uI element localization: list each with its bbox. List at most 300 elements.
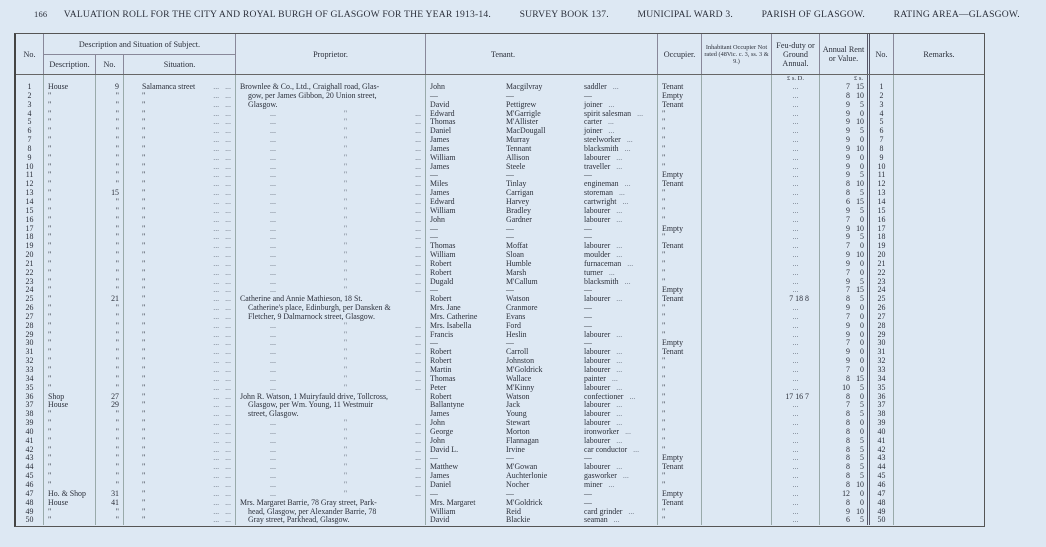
row-number: 2 xyxy=(27,90,32,100)
proprietor-ditto: ... " ... xyxy=(235,269,425,278)
feu-duty: 7 18 8 xyxy=(771,295,819,304)
tenant-first-name: Edward xyxy=(425,110,502,119)
proprietor-ditto: ... " ... xyxy=(235,490,425,499)
tenant-surname: Heslin xyxy=(506,329,527,339)
rent-shillings: 5 xyxy=(860,471,864,481)
situation-text: " xyxy=(142,152,146,162)
rent-shillings: 15 xyxy=(856,82,864,91)
row-number: 48 xyxy=(25,497,34,507)
occupier-status: " xyxy=(657,260,701,269)
table-row xyxy=(16,366,984,375)
street-number: " xyxy=(95,366,123,375)
occupier-status: " xyxy=(657,118,701,127)
proprietor-ditto: ... " ... xyxy=(235,446,425,455)
proprietor: gow, per James Gibbon, 20 Union street, xyxy=(235,92,425,101)
row-number: 44 xyxy=(25,462,34,472)
remarks xyxy=(893,490,984,499)
tenant-first-name: James xyxy=(425,145,502,154)
table-row xyxy=(16,278,984,287)
row-number-right: 13 xyxy=(867,189,893,198)
rent-pounds: 9 xyxy=(846,329,850,339)
description: " xyxy=(43,357,95,366)
dot-leader: ... xyxy=(616,462,623,472)
table-row xyxy=(16,286,984,295)
rent-shillings: 0 xyxy=(860,391,864,401)
occupier-status: " xyxy=(657,198,701,207)
col-remarks: Remarks. xyxy=(893,34,984,74)
remarks xyxy=(893,499,984,508)
rent-pounds: 8 xyxy=(846,409,850,419)
rent-pounds: 8 xyxy=(846,179,850,189)
inhabitant-not-rated xyxy=(701,516,771,525)
table-row xyxy=(16,216,984,225)
situation-text: " xyxy=(142,258,146,268)
table-row xyxy=(16,357,984,366)
table-row xyxy=(16,499,984,508)
occupation-text: labourer xyxy=(584,294,611,304)
rent-shillings: 15 xyxy=(856,373,864,383)
remarks xyxy=(893,207,984,216)
occupier-status: " xyxy=(657,375,701,384)
row-number-right: 32 xyxy=(867,357,893,366)
inhabitant-not-rated xyxy=(701,171,771,180)
description: " xyxy=(43,198,95,207)
row-number-right: 39 xyxy=(867,419,893,428)
description: " xyxy=(43,189,95,198)
dot-leader: ... xyxy=(622,471,629,481)
row-number-right: 33 xyxy=(867,366,893,375)
street-number: " xyxy=(95,463,123,472)
table-row xyxy=(16,446,984,455)
occupier-status: " xyxy=(657,384,701,393)
row-number-right: 35 xyxy=(867,384,893,393)
situation-text: " xyxy=(142,365,146,374)
row-number: 6 xyxy=(27,126,32,136)
remarks xyxy=(893,260,984,269)
remarks xyxy=(893,180,984,189)
occupier-status: " xyxy=(657,269,701,278)
street-number: " xyxy=(95,101,123,110)
table-row xyxy=(16,225,984,234)
description: " xyxy=(43,127,95,136)
row-number: 3 xyxy=(27,99,32,109)
rent-shillings: 0 xyxy=(860,347,864,357)
dot-leader: ... xyxy=(612,82,619,91)
tenant-surname: Marsh xyxy=(506,267,527,277)
tenant-surname: Carrigan xyxy=(506,188,534,198)
dot-leader: ... xyxy=(637,108,644,118)
dot-leader: ... ... xyxy=(213,311,231,321)
street-number: " xyxy=(95,92,123,101)
occupation-text: card grinder xyxy=(584,506,623,516)
row-number: 27 xyxy=(25,311,34,321)
street-number: " xyxy=(95,233,123,242)
occupation-text: — xyxy=(584,488,592,498)
row-number: 47 xyxy=(25,488,34,498)
row-number-right: 8 xyxy=(867,145,893,154)
rent-pounds: 7 xyxy=(846,285,850,295)
occupation-text: saddler xyxy=(584,82,607,91)
table-row xyxy=(16,331,984,340)
situation-text: " xyxy=(142,205,146,215)
remarks xyxy=(893,313,984,322)
row-number-right: 45 xyxy=(867,472,893,481)
tenant-surname: Watson xyxy=(506,391,530,401)
dot-leader: ... xyxy=(616,435,623,445)
row-number-right: 7 xyxy=(867,136,893,145)
table-row xyxy=(16,472,984,481)
rent-pounds: 7 xyxy=(846,214,850,224)
proprietor-ditto: ... " ... xyxy=(235,260,425,269)
occupation-text: turner xyxy=(584,267,603,277)
street-number: " xyxy=(95,278,123,287)
table-row xyxy=(16,269,984,278)
tenant-first-name: David xyxy=(425,516,502,525)
tenant-surname: MacDougall xyxy=(506,126,546,136)
remarks xyxy=(893,375,984,384)
remarks xyxy=(893,304,984,313)
col-annual-rent: Annual Rent or Value. xyxy=(819,34,867,74)
inhabitant-not-rated xyxy=(701,180,771,189)
description: Shop xyxy=(43,393,95,402)
rent-pounds: 8 xyxy=(846,453,850,463)
rent-shillings: 10 xyxy=(856,479,864,489)
description: " xyxy=(43,101,95,110)
street-number: " xyxy=(95,260,123,269)
remarks xyxy=(893,251,984,260)
dot-leader: ... ... xyxy=(213,488,231,498)
rent-shillings: 15 xyxy=(856,196,864,206)
remarks xyxy=(893,242,984,251)
proprietor-ditto: ... " ... xyxy=(235,154,425,163)
tenant-first-name: — xyxy=(425,490,502,499)
tenant-first-name: — xyxy=(425,339,502,348)
dot-leader: ... xyxy=(616,400,623,410)
dot-leader: ... ... xyxy=(213,418,231,428)
description: Ho. & Shop xyxy=(43,490,95,499)
rent-pounds: 9 xyxy=(846,356,850,366)
description: " xyxy=(43,304,95,313)
proprietor-ditto: ... " ... xyxy=(235,286,425,295)
street-number: " xyxy=(95,304,123,313)
table-row xyxy=(16,207,984,216)
row-number-right: 22 xyxy=(867,269,893,278)
description: " xyxy=(43,269,95,278)
col-inhabitant: Inhabitant Occupier Not rated (48Vic. c. 3, ss. 3 & 9.) xyxy=(701,34,771,74)
tenant-first-name: William xyxy=(425,251,502,260)
dot-leader: ... xyxy=(622,196,629,206)
rent-shillings: 5 xyxy=(860,400,864,410)
tenant-first-name: Robert xyxy=(425,295,502,304)
occupier-status: " xyxy=(657,481,701,490)
row-number-right: 20 xyxy=(867,251,893,260)
rent-pounds: 7 xyxy=(846,311,850,321)
table-row xyxy=(16,171,984,180)
remarks xyxy=(893,366,984,375)
table-row xyxy=(16,348,984,357)
row-number-right: 36 xyxy=(867,393,893,402)
feu-duty: ... xyxy=(771,375,819,384)
situation-text: " xyxy=(142,135,146,145)
tenant-surname: M'Garrigle xyxy=(506,108,541,118)
page-number: 166 xyxy=(34,9,48,19)
occupier-status: " xyxy=(657,154,701,163)
col-no: No. xyxy=(23,49,36,59)
row-number-right: 6 xyxy=(867,127,893,136)
description: " xyxy=(43,375,95,384)
occupation-text: — xyxy=(584,311,592,321)
dot-leader: ... ... xyxy=(213,241,231,251)
feu-duty: ... xyxy=(771,145,819,154)
dot-leader: ... ... xyxy=(213,285,231,295)
description: " xyxy=(43,278,95,287)
inhabitant-not-rated xyxy=(701,357,771,366)
occupation-text: confectioner xyxy=(584,391,624,401)
annual-rent xyxy=(819,516,867,525)
street-number: " xyxy=(95,410,123,419)
tenant-surname: — xyxy=(506,232,514,242)
dot-leader: ... xyxy=(608,267,615,277)
dot-leader: ... ... xyxy=(213,365,231,374)
dot-leader: ... ... xyxy=(213,135,231,145)
occupier-status: Empty xyxy=(657,171,701,180)
row-number: 10 xyxy=(25,161,34,171)
description: " xyxy=(43,437,95,446)
tenant-surname: Watson xyxy=(506,294,530,304)
row-number-right: 14 xyxy=(867,198,893,207)
remarks xyxy=(893,136,984,145)
occupation-text: ironworker xyxy=(584,426,620,436)
rent-pounds: 8 xyxy=(846,373,850,383)
table-row xyxy=(16,118,984,127)
inhabitant-not-rated xyxy=(701,304,771,313)
occupation-text: — xyxy=(584,453,592,463)
occupation-text: storeman xyxy=(584,188,613,198)
dot-leader: ... ... xyxy=(213,170,231,180)
remarks xyxy=(893,154,984,163)
dot-leader: ... xyxy=(616,356,623,366)
feu-duty: ... xyxy=(771,428,819,437)
inhabitant-not-rated xyxy=(701,419,771,428)
dot-leader: ... ... xyxy=(213,250,231,260)
rent-shillings: 0 xyxy=(860,161,864,171)
inhabitant-not-rated xyxy=(701,446,771,455)
situation-text: " xyxy=(142,223,146,233)
description: " xyxy=(43,419,95,428)
row-number: 42 xyxy=(25,444,34,454)
occupier-status: " xyxy=(657,437,701,446)
description: " xyxy=(43,454,95,463)
dot-leader: ... ... xyxy=(213,479,231,489)
rent-shillings: 0 xyxy=(860,108,864,118)
tenant-first-name: Miles xyxy=(425,180,502,189)
occupation-text: cartwright xyxy=(584,196,617,206)
page-header xyxy=(34,9,1046,20)
dot-leader: ... ... xyxy=(213,188,231,198)
inhabitant-not-rated xyxy=(701,481,771,490)
feu-duty: ... xyxy=(771,110,819,119)
occupier-status: " xyxy=(657,446,701,455)
rent-shillings: 0 xyxy=(860,152,864,162)
occupation-text: painter xyxy=(584,373,606,383)
occupier-status: " xyxy=(657,136,701,145)
row-number: 28 xyxy=(25,320,34,330)
tenant-first-name: — xyxy=(425,454,502,463)
row-number: 13 xyxy=(25,188,34,198)
rent-pounds: 9 xyxy=(846,250,850,260)
dot-leader: ... ... xyxy=(213,382,231,392)
description: " xyxy=(43,481,95,490)
occupier-status: " xyxy=(657,163,701,172)
feu-duty: ... xyxy=(771,242,819,251)
feu-units: £ s. D. xyxy=(771,75,819,83)
dot-leader: ... ... xyxy=(213,373,231,383)
description: " xyxy=(43,446,95,455)
row-number: 45 xyxy=(25,471,34,481)
feu-duty: ... xyxy=(771,118,819,127)
rent-shillings: 0 xyxy=(860,214,864,224)
occupation-text: car conductor xyxy=(584,444,628,454)
dot-leader: ... ... xyxy=(213,258,231,268)
tenant-surname: Moffat xyxy=(506,241,528,251)
description: " xyxy=(43,118,95,127)
table-row xyxy=(16,92,984,101)
row-number: 11 xyxy=(25,170,34,180)
rent-pounds: 9 xyxy=(846,223,850,233)
feu-duty: ... xyxy=(771,198,819,207)
occupier-status: Tenant xyxy=(657,499,701,508)
dot-leader: ... ... xyxy=(213,515,231,525)
feu-duty: ... xyxy=(771,410,819,419)
occupier-status: " xyxy=(657,216,701,225)
dot-leader: ... xyxy=(608,99,615,109)
row-number: 43 xyxy=(25,453,34,463)
street-number: " xyxy=(95,216,123,225)
inhabitant-not-rated xyxy=(701,110,771,119)
description: " xyxy=(43,463,95,472)
street-number: " xyxy=(95,472,123,481)
row-number: 49 xyxy=(25,506,34,516)
description: " xyxy=(43,110,95,119)
occupier-status: " xyxy=(657,428,701,437)
street-number: " xyxy=(95,322,123,331)
occupier-status: " xyxy=(657,207,701,216)
table-row xyxy=(16,410,984,419)
table-row xyxy=(16,83,984,92)
tenant-first-name: Dugald xyxy=(425,278,502,287)
occupation-text: — xyxy=(584,285,592,295)
proprietor: Gray street, Parkhead, Glasgow. xyxy=(235,516,425,525)
dot-leader: ... ... xyxy=(213,90,231,100)
remarks xyxy=(893,508,984,517)
occupation-text: — xyxy=(584,170,592,180)
situation-text: " xyxy=(142,479,146,489)
dot-leader: ... xyxy=(624,276,631,286)
situation-text: " xyxy=(142,311,146,321)
occupier-status: " xyxy=(657,145,701,154)
row-number: 32 xyxy=(25,356,34,366)
row-number: 16 xyxy=(25,214,34,224)
proprietor-ditto: ... " ... xyxy=(235,233,425,242)
occupation-text: joiner xyxy=(584,99,603,109)
col-desc-group: Description and Situation of Subject. xyxy=(43,34,235,55)
occupier-status: Empty xyxy=(657,454,701,463)
description: " xyxy=(43,136,95,145)
dot-leader: ... ... xyxy=(213,82,231,91)
row-number-right: 40 xyxy=(867,428,893,437)
row-number-right: 19 xyxy=(867,242,893,251)
dot-leader: ... xyxy=(616,205,623,215)
street-number: " xyxy=(95,419,123,428)
remarks xyxy=(893,278,984,287)
table-row xyxy=(16,463,984,472)
occupation-text: labourer xyxy=(584,409,611,419)
street-number: " xyxy=(95,269,123,278)
tenant-surname: — xyxy=(506,170,514,180)
remarks xyxy=(893,437,984,446)
dot-leader: ... ... xyxy=(213,161,231,171)
street-number: " xyxy=(95,171,123,180)
street-number: " xyxy=(95,251,123,260)
inhabitant-not-rated xyxy=(701,233,771,242)
feu-duty: ... xyxy=(771,189,819,198)
table-row xyxy=(16,401,984,410)
proprietor-ditto: ... " ... xyxy=(235,428,425,437)
dot-leader: ... xyxy=(613,515,620,525)
inhabitant-not-rated xyxy=(701,127,771,136)
proprietor-ditto: ... " ... xyxy=(235,180,425,189)
street-number: " xyxy=(95,163,123,172)
row-number: 29 xyxy=(25,329,34,339)
occupation-text: spirit salesman xyxy=(584,108,632,118)
row-number: 8 xyxy=(27,143,32,153)
dot-leader: ... xyxy=(616,418,623,428)
rent-shillings: 0 xyxy=(860,267,864,277)
feu-duty: ... xyxy=(771,286,819,295)
occupier-status: " xyxy=(657,110,701,119)
occupation-text: — xyxy=(584,497,592,507)
dot-leader: ... ... xyxy=(213,320,231,330)
row-number: 21 xyxy=(25,258,34,268)
row-number-right: 24 xyxy=(867,286,893,295)
proprietor-ditto: ... " ... xyxy=(235,419,425,428)
row-number-right: 23 xyxy=(867,278,893,287)
proprietor-ditto: ... " ... xyxy=(235,216,425,225)
col-no-right: No. xyxy=(867,34,893,74)
description: " xyxy=(43,180,95,189)
inhabitant-not-rated xyxy=(701,375,771,384)
feu-duty: ... xyxy=(771,313,819,322)
table-row xyxy=(16,339,984,348)
inhabitant-not-rated xyxy=(701,92,771,101)
situation-text: " xyxy=(142,250,146,260)
survey-book: SURVEY BOOK 137. xyxy=(519,9,609,20)
street-number: 41 xyxy=(95,499,123,508)
situation-text: Salamanca street xyxy=(142,82,196,91)
rent-pounds: 9 xyxy=(846,506,850,516)
proprietor-ditto: ... " ... xyxy=(235,171,425,180)
street-number: " xyxy=(95,481,123,490)
situation-text: " xyxy=(142,170,146,180)
table-row xyxy=(16,322,984,331)
occupation-text: labourer xyxy=(584,214,611,224)
feu-duty: ... xyxy=(771,490,819,499)
row-number: 30 xyxy=(25,338,34,348)
occupier-status: " xyxy=(657,322,701,331)
inhabitant-not-rated xyxy=(701,339,771,348)
rating-area: RATING AREA—GLASGOW. xyxy=(893,9,1020,20)
dot-leader: ... xyxy=(616,152,623,162)
